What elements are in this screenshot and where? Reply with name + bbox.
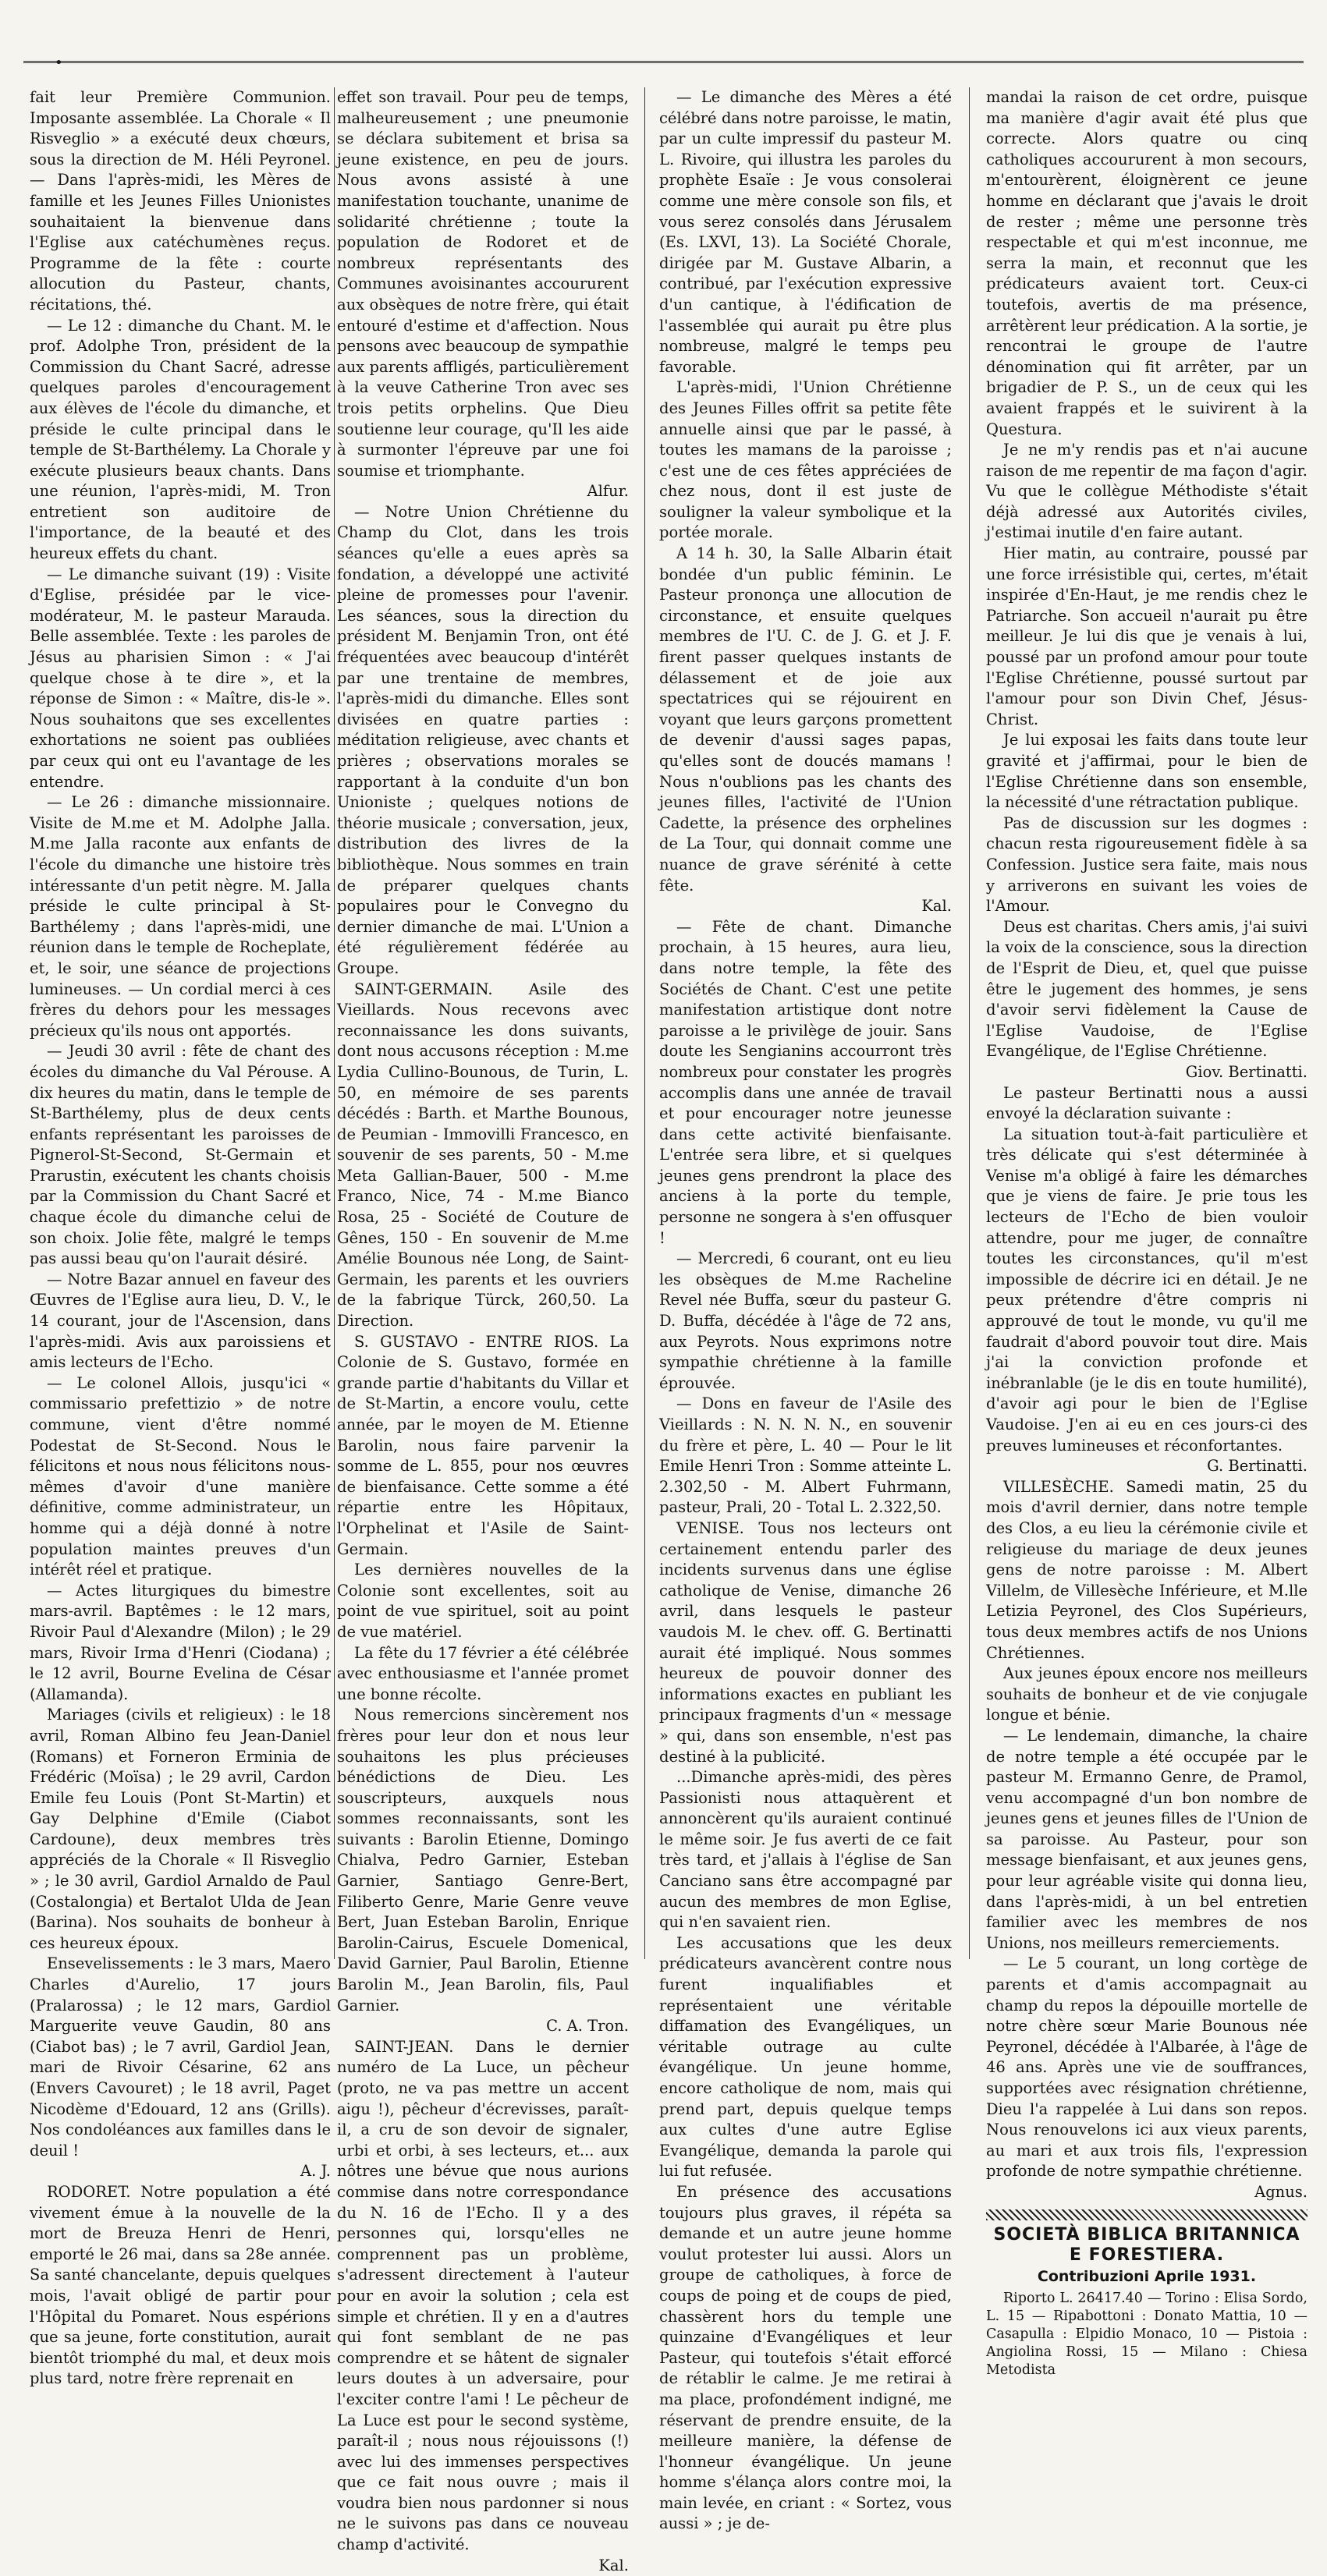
- signature: Kal.: [921, 897, 952, 916]
- paragraph: RODORET. Notre population a été vivement émue à la nouvelle de la mort de Breuza Henri de Henri, emporté le 26 mai, dans sa 28e année. Sa santé chancelante, depuis quelques mois, l'avait obligé de partir pour l'Hôpital du Pomaret. Nous espérions que sa jeune, forte constitution, aurait bientôt triomphé du mal, et deux mois plus tard, notre frère reprenait en: [30, 2182, 331, 2388]
- paragraph: Pas de discussion sur les dogmes : chacun resta rigoureusement fidèle à sa Confession. Justice sera faite, mais nous y arriverons en suivant les voies de l'Amour.: [986, 813, 1307, 916]
- paragraph: L'après-midi, l'Union Chrétienne des Jeunes Filles offrit sa petite fête annuelle ainsi que par le passé, à toutes les mamans de la paroisse ; c'est une de ces fêtes appréciées de chez nous, dont il est juste de souligner la valeur symbolique et la portée morale.: [659, 378, 952, 542]
- biblica-title: SOCIETÀ BIBLICA BRITANNICA E FORESTIERA.: [993, 2224, 1300, 2266]
- paragraph: Les dernières nouvelles de la Colonie sont excellentes, soit au point de vue spirituel, soit au point de vue matériel.: [337, 1561, 629, 1641]
- column-divider: [334, 87, 335, 1959]
- paragraph: Je lui exposai les faits dans toute leur gravité et j'affirmai, pour le bien de l'Eglise Chrétienne dans son ensemble, la nécessité d'une rétractation publique.: [986, 731, 1307, 812]
- paragraph: — Notre Bazar annuel en faveur des Œuvres de l'Eglise aura lieu, D. V., le 14 courant, jour de l'Ascension, dans l'après-midi. Avis aux paroissiens et amis lecteurs de l'Echo.: [30, 1270, 331, 1372]
- biblica-text: Riporto L. 26417.40 — Torino : Elisa Sordo, L. 15 — Ripabottoni : Donato Mattia, 10 — Casapulla : Elpidio Monaco, 10 — Pistoia : Angiolina Rossi, 15 — Milano : Chiesa Metodista: [986, 2291, 1307, 2379]
- paragraph: La fête du 17 février a été célébrée avec enthousiasme et l'année promet une bonne récolte.: [337, 1643, 629, 1703]
- signature: G. Bertinatti.: [1207, 1457, 1307, 1476]
- paragraph: — Fête de chant. Dimanche prochain, à 15 heures, aura lieu, dans notre temple, la fête des Sociétés de Chant. C'est une petite manifestation artistique dont notre paroisse a le privilège de jouir. Sans doute les Sengianins accourront très nombreux pour constater les progrès accomplis dans une année de travail et pour encourager notre jeunesse dans cette activité bienfaisante. L'entrée sera libre, et si quelques jeunes gens prendront la place des anciens à la porte du temple, personne ne songera à s'en offusquer !: [659, 917, 952, 1247]
- paragraph: — Actes liturgiques du bimestre mars-avril. Baptêmes : le 12 mars, Rivoir Paul d'Alexandre (Milon) ; le 29 mars, Rivoir Irma d'Henri (Ciodana) ; le 12 avril, Bourne Evelina de César (Allamanda).: [30, 1581, 331, 1703]
- paragraph: Hier matin, au contraire, poussé par une force irrésistible qui, certes, m'était inspirée d'En-Haut, je me rendis chez le Patriarche. Son accueil n'aurait pu être meilleur. Je lui dis que je venais à lui, poussé par un profond amour pour toute l'Eglise Chrétienne, poussé surtout par l'amour pour son Divin Chef, Jésus-Christ.: [986, 544, 1307, 728]
- paragraph: — Le dimanche suivant (19) : Visite d'Eglise, présidée par le vice-modérateur, M. le pasteur Marauda. Belle assemblée. Texte : les paroles de Jésus au pharisien Simon : « J'ai quelque chose à te dire », et la réponse de Simon : « Maître, dis-le ». Nous souhaitons que ses excellentes exhortations ne soient pas oubliées par ceux qui ont eu l'avantage de les entendre.: [30, 565, 331, 791]
- paragraph: Je ne m'y rendis pas et n'ai aucune raison de me repentir de ma façon d'agir. Vu que le collègue Méthodiste s'était déjà adressé aux Autorités civiles, j'estimai inutile d'en faire autant.: [986, 441, 1307, 542]
- ornamental-divider: [986, 2209, 1307, 2220]
- biblica-subtitle: Contribuzioni Aprile 1931.: [1037, 2267, 1257, 2285]
- paragraph: Mariages (civils et religieux) : le 18 avril, Roman Albino feu Jean-Daniel (Romans) et Forneron Erminia de Frédéric (Moïsa) ; le 29 avril, Cardon Emile feu Louis (Pont St-Martin) et Gay Delphine d'Emile (Ciabot Cardoune), deux membres très appréciés de la Chorale « Il Risveglio » ; le 30 avril, Gardiol Arnaldo de Paul (Costalongia) et Bertalot Ulda de Jean (Barina). Nos souhaits de bonheur à ces heureux époux.: [30, 1706, 331, 1952]
- paragraph: Les accusations que les deux prédicateurs avancèrent contre nous furent inqualifiables et représentaient une véritable diffamation des Evangéliques, un véritable outrage au culte évangélique. Un jeune homme, encore catholique de nom, mais qui prend part, depuis quelque temps aux cultes d'une autre Eglise Evangélique, demanda la parole qui lui fut refusée.: [659, 1933, 952, 2181]
- paragraph: — Jeudi 30 avril : fête de chant des écoles du dimanche du Val Pérouse. A dix heures du matin, dans le temple de St-Barthélemy, plus de deux cents enfants représentant les paroisses de Pignerol-St-Second, St-Germain et Prarustin, exécutent les chants choisis par la Commission du Chant Sacré et chaque école du dimanche celui de son choix. Jolie fête, malgré le temps pas aussi beau qu'on l'aurait désiré.: [30, 1042, 331, 1268]
- paragraph: — Dons en faveur de l'Asile des Vieillards : N. N. N. N., en souvenir du frère et père, L. 40 — Pour le lit Emile Henri Tron : Somme atteinte L. 2.302,50 - M. Albert Fuhrmann, pasteur, Prali, 20 - Total L. 2.322,50.: [659, 1394, 952, 1517]
- paragraph: — Le lendemain, dimanche, la chaire de notre temple a été occupée par le pasteur M. Ermanno Genre, de Pramol, venu accompagné d'un bon nombre de jeunes gens et jeunes filles de l'Union de sa paroisse. Au Pasteur, pour son message bienfaisant, et aux jeunes gens, pour leur agréable visite qui donna lieu, dans l'après-midi, à un bel entretien familier avec les membres de nos Unions, nos meilleurs remerciements.: [986, 1726, 1307, 1952]
- paragraph: Deus est charitas. Chers amis, j'ai suivi la voix de la conscience, sous la direction de l'Esprit de Dieu, et, quel que puisse être le jugement des hommes, je sens d'avoir servi fidèlement la Cause de l'Eglise Vaudoise, de l'Eglise Evangélique, de l'Eglise Chrétienne.: [986, 917, 1307, 1061]
- paragraph: A 14 h. 30, la Salle Albarin était bondée d'un public féminin. Le Pasteur prononça une allocution de circonstance, et ensuite quelques membres de l'U. C. de J. G. et J. F. firent passer quelques instants de délassement et de joie aux spectatrices qui se réjouirent en voyant que leurs garçons promettent de devenir d'aussi sages papas, qu'elles sont de doucés mamans ! Nous n'oublions pas les chants des jeunes filles, l'activité de l'Union Cadette, la présence des orphelines de La Tour, qui donnait comme une nuance de grave sérénité à cette fête.: [659, 544, 952, 895]
- header-mark: •: [55, 55, 63, 71]
- paragraph: Aux jeunes époux encore nos meilleurs souhaits de bonheur et de vie conjugale longue et bénie.: [986, 1664, 1307, 1724]
- paragraph: — Le 12 : dimanche du Chant. M. le prof. Adolphe Tron, président de la Commission du Chant Sacré, adresse quelques paroles d'encouragement aux élèves de l'école du dimanche, et préside le culte principal dans le temple de St-Barthélemy. La Chorale y exécute plusieurs beaux chants. Dans une réunion, l'après-midi, M. Tron entretient son auditoire de l'importance, de la beauté et des heureux effets du chant.: [30, 316, 331, 563]
- column-2: [337, 87, 629, 2574]
- signature: A. J.: [300, 2162, 331, 2181]
- paragraph: Ensevelissements : le 3 mars, Maero Charles d'Aurelio, 17 jours (Pralarossa) ; le 12 mars, Gardiol Marguerite veuve Gaudin, 80 ans (Ciabot bas) ; le 7 avril, Gardiol Jean, mari de Rivoir Césarine, 62 ans (Envers Cavouret) ; le 18 avril, Paget Nicodème d'Edouard, 12 ans (Grills). Nos condoléances aux familles dans le deuil !: [30, 1954, 331, 2160]
- column-3: [659, 87, 952, 2533]
- paragraph: mandai la raison de cet ordre, puisque ma manière d'agir avait été plus que correcte. Alors quatre ou cinq catholiques accoururent à mon secours, m'entourèrent, éloignèrent ce jeune homme en déclarant que j'avais le droit de rester ; même une personne très respectable et qui m'est inconnue, me serra la main, et reconnut que les prédicateurs avaient tort. Ceux-ci toutefois, avertis de ma présence, arrêtèrent leur prédication. A la sortie, je rencontrai le groupe de l'autre dénomination qui fit arrêter, par un brigadier de P. S., un de ceux qui les avaient frappés et le suivirent à la Questura.: [986, 88, 1307, 438]
- signature: Alfur.: [587, 482, 629, 501]
- paragraph: S. GUSTAVO - ENTRE RIOS. La Colonie de S. Gustavo, formée en grande partie d'habitants du Villar et de St-Martin, a encore voulu, cette année, par le moyen de M. Etienne Barolin, nous faire parvenir la somme de L. 855, pour nos œuvres de bienfaisance. Cette somme a été répartie entre les Hôpitaux, l'Orphelinat et l'Asile de Saint-Germain.: [337, 1332, 629, 1558]
- paragraph: La situation tout-à-fait particulière et très délicate qui s'est déterminée à Venise m'a obligé à faire les démarches que je viens de faire. Je prie tous les lecteurs de l'Echo de bien vouloir attendre, pour me juger, de connaître toutes les circonstances, qu'il m'est impossible de décrire ici en détail. Je ne peux prétendre d'être compris ni approuvé de tout le monde, vu qu'il me faudrait d'abord pouvoir tout dire. Mais j'ai la conviction profonde et inébranlable (je le dis en toute humilité), d'avoir agi pour le bien de l'Eglise Vaudoise. J'en ai eu en ces jours-ci des preuves lumineuses et réconfortantes.: [986, 1125, 1307, 1455]
- column-1: [30, 87, 331, 2388]
- column-divider: [969, 87, 970, 1959]
- signature: Giov. Bertinatti.: [1185, 1062, 1307, 1081]
- paragraph: — Le 5 courant, un long cortège de parents et d'amis accompagnait au champ du repos la dépouille mortelle de notre chère sœur Marie Bounous née Peyronel, décédée à l'Albarée, à l'âge de 46 ans. Après une vie de souffrances, supportées avec résignation chrétienne, Dieu l'a rappelée à Lui dans son repos. Nous renouvelons ici aux vieux parents, au mari et aux trois fils, l'expression profonde de notre sympathie chrétienne.: [986, 1954, 1307, 2181]
- paragraph: Le pasteur Bertinatti nous a aussi envoyé la déclaration suivante :: [986, 1083, 1307, 1123]
- paragraph: — Le 26 : dimanche missionnaire. Visite de M.me et M. Adolphe Jalla. M.me Jalla raconte aux enfants de l'école du dimanche une histoire très intéressante d'un petit nègre. M. Jalla préside le culte principal à St-Barthélemy ; dans l'après-midi, une réunion dans le temple de Rocheplate, et, le soir, une séance de projections lumineuses. — Un cordial merci à ces frères du dehors pour les messages précieux qu'ils nous ont apportés.: [30, 793, 331, 1040]
- top-rule: [23, 61, 1304, 63]
- paragraph: ...Dimanche après-midi, des pères Passionisti nous attaquèrent et annoncèrent qu'ils auraient continué le même soir. Je fus averti de ce fait très tard, et j'allais à l'église de San Canciano sans être accompagné par aucun des membres de mon Eglise, qui n'en savaient rien.: [659, 1768, 952, 1932]
- paragraph: VILLESÈCHE. Samedi matin, 25 du mois d'avril dernier, dans notre temple des Clos, a eu lieu la cérémonie civile et religieuse du mariage de deux jeunes gens de notre paroisse : M. Albert Villelm, de Villesèche Inférieure, et M.lle Letizia Peyronel, des Clos Supérieurs, tous deux membres actifs de nos Unions Chrétiennes.: [986, 1477, 1307, 1662]
- column-4: [986, 87, 1307, 2379]
- column-divider: [644, 87, 645, 1959]
- paragraph: — Le dimanche des Mères a été célébré dans notre paroisse, le matin, par un culte impressif du pasteur M. L. Rivoire, qui illustra les paroles du prophète Esaïe : Je vous consolerai comme une mère console son fils, et vous serez consolés dans Jérusalem (Es. LXVI, 13). La Société Chorale, dirigée par M. Gustave Albarin, a contribué, par l'exécution expressive d'un cantique, à l'édification de l'assemblée qui aurait pu être plus nombreuse, malgré le temps peu favorable.: [659, 88, 952, 376]
- paragraph: SAINT-JEAN. Dans le dernier numéro de La Luce, un pêcheur (proto, ne va pas mettre un accent aigu !), pêcheur d'écrevisses, paraît-il, a cru de son devoir de signaler, urbi et orbi, à ses lecteurs, et... aux nôtres une bévue que nous aurions commise dans notre correspondance du N. 16 de l'Echo. Il y a des personnes qui, lorsqu'elles ne comprennent pas un problème, s'adressent directement à l'auteur pour en avoir la solution ; cela est simple et chrétien. Il y en a d'autres qui font semblant de ne pas comprendre et se hâtent de signaler leurs doutes à un adversaire, pour l'exciter contre l'ami ! Le pêcheur de La Luce est pour le second système, paraît-il ; nous nous réjouissons (!) avec lui des immenses perspectives que ce fait nous ouvre ; mais il voudra bien nous pardonner si nous ne le suivons pas dans ce nouveau champ d'activité.: [337, 2037, 629, 2554]
- paragraph: effet son travail. Pour peu de temps, malheureusement ; une pneumonie se déclara subitement et brisa sa jeune existence, en peu de jours. Nous avons assisté à une manifestation touchante, unanime de solidarité chrétienne ; toute la population de Rodoret et de nombreux représentants des Communes avoisinantes accoururent aux obsèques de notre frère, qui était entouré d'estime et d'affection. Nous pensons avec beaucoup de sympathie aux parents affligés, particulièrement à la veuve Catherine Tron avec ses trois petits orphelins. Que Dieu soutienne leur courage, qu'Il les aide à surmonter l'épreuve par une foi soumise et triomphante.: [337, 88, 629, 480]
- signature: C. A. Tron.: [546, 2017, 629, 2036]
- paragraph: En présence des accusations toujours plus graves, il répéta sa demande et un autre jeune homme voulut protester lui aussi. Alors un groupe de catholiques, à force de coups de poing et de coups de pied, chassèrent hors du temple une quinzaine d'Evangéliques et leur Pasteur, qui toutefois s'était efforcé de rétablir le calme. Je me retirai à ma place, profondément indigné, me réservant de prendre ensuite, de la meilleure manière, la défense de l'honneur évangélique. Un jeune homme s'élança alors contre moi, la main levée, en criant : « Sortez, vous aussi » ; je de-: [659, 2182, 952, 2533]
- paragraph: Nous remercions sincèrement nos frères pour leur don et nous leur souhaitons les plus précieuses bénédictions de Dieu. Les souscripteurs, auxquels nous sommes reconnaissants, sont les suivants : Barolin Etienne, Domingo Chialva, Pedro Garnier, Esteban Garnier, Santiago Genre-Bert, Filiberto Genre, Marie Genre veuve Bert, Juan Esteban Barolin, Enrique Barolin-Cairus, Escuele Domenical, David Garnier, Paul Barolin, Etienne Barolin M., Jean Barolin, fils, Paul Garnier.: [337, 1706, 629, 2014]
- signature: Agnus.: [1254, 2182, 1307, 2201]
- paragraph: fait leur Première Communion. Imposante assemblée. La Chorale « Il Risveglio » a exécuté deux chœurs, sous la direction de M. Héli Peyronel. — Dans l'après-midi, les Mères de famille et les Jeunes Filles Unionistes souhaitaient la bienvenue dans l'Eglise aux catéchumènes reçus. Programme de la fête : courte allocution du Pasteur, chants, récitations, thé.: [30, 88, 331, 314]
- paragraph: — Notre Union Chrétienne du Champ du Clot, dans les trois séances qu'elle a eues après sa fondation, a développé une activité pleine de promesses pour l'avenir. Les séances, sous la direction du président M. Benjamin Tron, ont été fréquentées avec beaucoup d'intérêt par une trentaine de membres, l'après-midi du dimanche. Elles sont divisées en quatre parties : méditation religieuse, avec chants et prières ; observations morales se rapportant à la conduite d'un bon Unioniste ; quelques notions de théorie musicale ; conversation, jeux, distribution des livres de la bibliothèque. Nous sommes en train de préparer quelques chants populaires pour le Convegno du dernier dimanche de mai. L'Union a été régulièrement fédérée au Groupe.: [337, 502, 629, 977]
- paragraph: SAINT-GERMAIN. Asile des Vieillards. Nous recevons avec reconnaissance les dons suivants, dont nous accusons réception : M.me Lydia Cullino-Bounous, de Turin, L. 50, en mémoire de ses parents décédés : Barth. et Marthe Bounous, de Peumian - Immovilli Francesco, en souvenir de ses parents, 50 - M.me Meta Gallian-Bauer, 500 - M.me Franco, Nice, 74 - M.me Bianco Rosa, 25 - Société de Couture de Gênes, 150 - En souvenir de M.me Amélie Bounous née Long, de Saint-Germain, les parents et les ouvriers de la fabrique Türck, 260,50. La Direction.: [337, 980, 629, 1331]
- paragraph: — Mercredi, 6 courant, ont eu lieu les obsèques de M.me Racheline Revel née Buffa, sœur du pasteur G. D. Buffa, décédée à l'âge de 72 ans, aux Peyrots. Nous exprimons notre sympathie chrétienne à la famille éprouvée.: [659, 1249, 952, 1392]
- paragraph: — Le colonel Allois, jusqu'ici « commissario prefettizio » de notre commune, vient d'être nommé Podestat de St-Second. Nous le félicitons et nous nous félicitons nous-mêmes d'avoir d'une manière définitive, comme administrateur, un homme qui a déjà donné à notre population maintes preuves d'un intérêt réel et pratique.: [30, 1373, 331, 1579]
- paragraph: VENISE. Tous nos lecteurs ont certainement entendu parler des incidents survenus dans une église catholique de Venise, dimanche 26 avril, dans lesquels le pasteur vaudois M. le chev. off. G. Bertinatti aurait été impliqué. Nous sommes heureux de pouvoir donner des informations exactes en publiant les principaux fragments d'un « message » qui, dans son ensemble, n'est pas destiné à la publicité.: [659, 1518, 952, 1766]
- signature: Kal.: [598, 2556, 629, 2574]
